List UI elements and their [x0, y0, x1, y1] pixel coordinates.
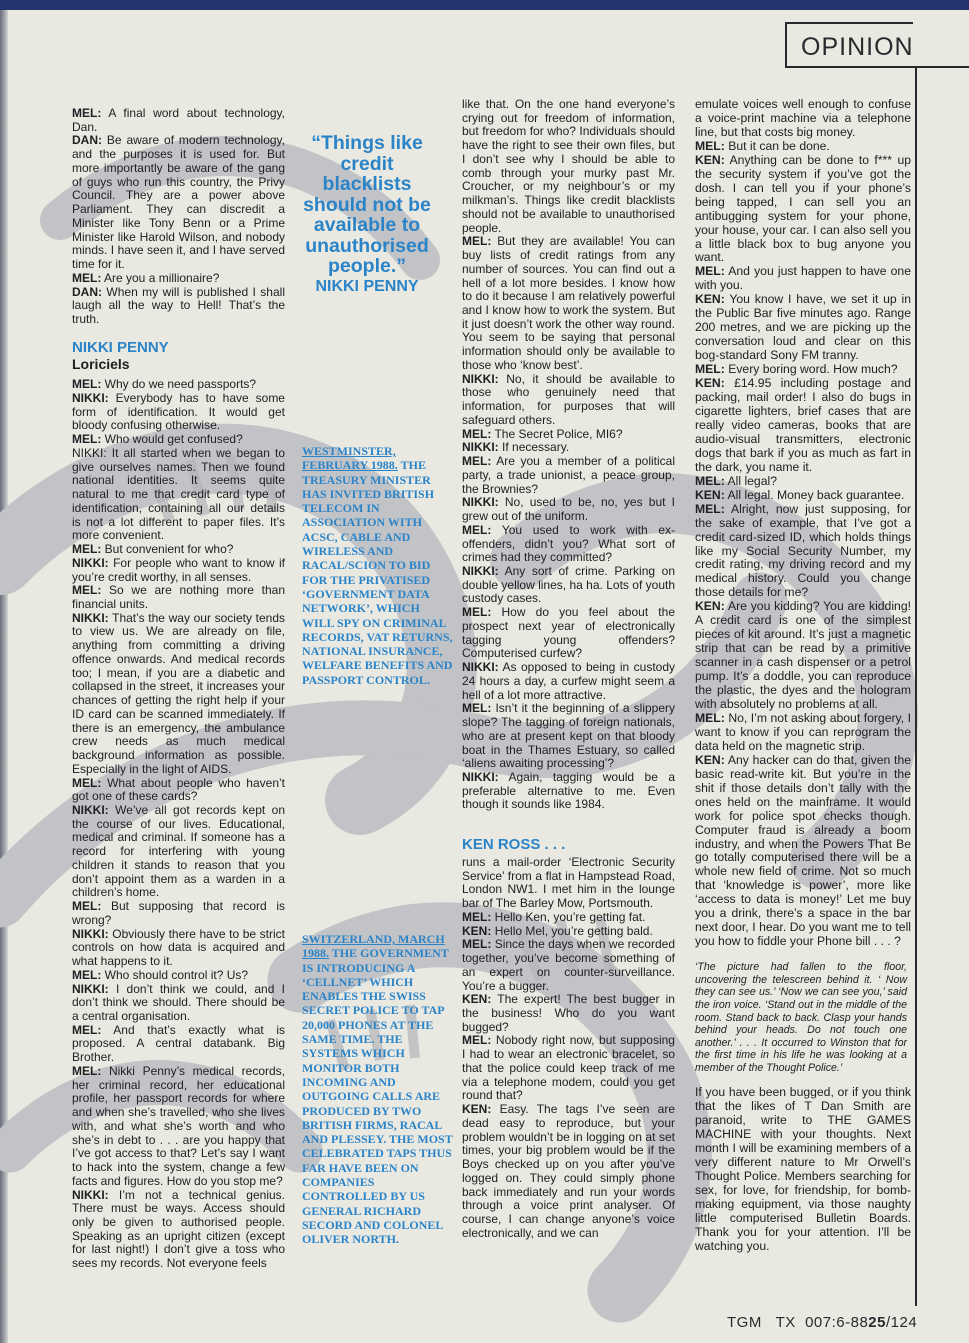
dialogue-text: No, used to be, no, yes but I grew out of the uniform. — [462, 495, 675, 524]
dialogue-line — [72, 612, 285, 777]
dialogue-line — [72, 557, 285, 584]
dialogue-text: You know I have, we set it up in the Public Bar five minutes ago. Range 200 metres, and we are picking up the conversation loud and clear on this bog-standard Sony FM tranny. — [695, 292, 912, 363]
dialogue-text: For people who want to know if you’re credit worthy, in all senses. — [72, 555, 285, 584]
dialogue-text: All legal? — [727, 473, 777, 488]
speaker-name: MEL: — [462, 909, 492, 924]
header-rule — [913, 66, 969, 68]
speaker-name: NIKKI: — [72, 926, 109, 941]
dialogue-text: I don’t think we could, and I don’t think we should. There should be a central organisation. — [72, 981, 285, 1023]
column-3 — [695, 98, 911, 1254]
pull-quote — [294, 133, 440, 297]
sidebar-switzerland-dateline: SWITZERLAND, MARCH 1988. — [302, 932, 445, 961]
dialogue-line — [72, 378, 285, 392]
sidebar-switzerland-text: THE GOVERNMENT IS INTRODUCING A ‘CELLNET’ WHICH ENABLES THE SWISS SECRET POLICE TO TAP 20,000 PHONES AT THE SAME TIME. THE SYSTEMS WHICH MONITOR BOTH INCOMING AND OUTGOING CALLS ARE PRODUCED BY TWO BRITISH FIRMS, RACAL AND PLESSEY. THE MOST CELEBRATED TAPS THUS FAR HAVE BEEN ON COMPANIES CONTROLLED BY US GENERAL RICHARD SECORD AND COLONEL OLIVER NORTH. — [302, 946, 453, 1247]
dialogue-line — [695, 489, 911, 503]
dialogue-text: Since the days when we recorded together, you’ve become something of an expert on counter-surveillance. You’re a bugger. — [462, 937, 675, 993]
speaker-name: MEL: — [462, 701, 492, 716]
margin-rule — [915, 66, 917, 1306]
speaker-name: KEN: — [695, 292, 725, 307]
dialogue-line — [695, 475, 911, 489]
dialogue-text: Are you a millionaire? — [104, 270, 220, 285]
section-label: OPINION — [801, 33, 914, 61]
dialogue-line — [695, 363, 911, 377]
speaker-name: NIKKI: — [462, 563, 499, 578]
dialogue-line — [462, 1103, 675, 1240]
dialogue-text: When my will is published I shall laugh all the way to Hell! That’s the truth. — [72, 284, 285, 327]
dialogue-line — [462, 911, 675, 925]
speaker-name: DAN: — [72, 284, 102, 299]
speaker-name: KEN: — [695, 487, 725, 502]
dialogue-text: Who would get confused? — [104, 432, 243, 447]
dialogue-line — [462, 455, 675, 496]
dialogue-line — [462, 235, 675, 372]
speaker-name: MEL: — [72, 432, 102, 447]
dialogue-text: And you just happen to have one with you. — [695, 264, 911, 293]
speaker-name: NIKKI: — [72, 981, 109, 996]
dialogue-line — [462, 565, 675, 606]
speaker-name: KEN: — [462, 923, 492, 938]
dialogue-text: like that. On the one hand everyone’s crying out for freedom of information, but freedom for who? Individuals should have the right to see their own files, but I don’t see why I should be able to comb through your murky past Mr. Croucher, or my neighbour’s or my milkman’s. Things like credit blacklists should not be available to unauthorised people. — [462, 97, 675, 235]
speaker-name: MEL: — [72, 542, 102, 557]
dialogue-text: A final word about technology, Dan. — [72, 106, 286, 134]
dialogue-text: Nobody right now, but supposing I had to wear an electronic bracelet, so that the police could keep track of me via a telephone modem, could you get round that? — [462, 1033, 675, 1103]
speaker-name: KEN: — [695, 752, 725, 767]
speaker-name: NIKKI: — [462, 440, 499, 455]
dan-interview-end — [72, 107, 285, 327]
speaker-name: MEL: — [72, 967, 102, 982]
dialogue-line — [72, 392, 285, 433]
dialogue-line — [695, 140, 911, 154]
dialogue-text: Be aware of modern technology, and the purposes it is used for. But more importantly be aware of the gang of guys who run this country, the Privy Council. They are a power above Parliament. They can discredit a Minister like Tony Benn or a Prime Minister like Harold Wilson, and nobody minds. I have seen it, and I have served time for it. — [72, 133, 285, 272]
dialogue-line — [462, 98, 675, 235]
dialogue-line — [695, 293, 911, 363]
speaker-name: NIKKI: — [72, 555, 109, 570]
dialogue-text: But it can be done. — [728, 138, 830, 153]
dialogue-text: So we are nothing more than financial units. — [72, 583, 285, 611]
pull-quote-text: “Things like credit blacklists should not be available to unauthorised people.” — [303, 132, 431, 277]
nikki-penny-interview — [72, 378, 285, 1271]
dialogue-text: emulate voices well enough to confuse a voice-print machine via a telephone line, but that costs big money. — [695, 97, 911, 139]
dialogue-line — [462, 938, 675, 993]
dialogue-line — [462, 428, 675, 442]
dialogue-line — [72, 804, 285, 900]
dialogue-text: £14.95 including postage and packing, mail order! I also do bugs in cigarette lighters, brief cases that are really video cameras, books that are audio-visual transmitters, electronic dogs that bark if you as much as fart in the dark, you name it. — [695, 376, 911, 474]
dialogue-line — [72, 107, 285, 134]
dialogue-line — [695, 98, 911, 140]
speaker-name: MEL: — [72, 899, 102, 914]
dialogue-line — [72, 584, 285, 611]
dialogue-line — [72, 134, 285, 271]
speaker-name: MEL: — [695, 362, 725, 377]
dialogue-text: How do you feel about the prospect next year of electronically tagging young offenders? Computerised curfew? — [462, 605, 675, 661]
dialogue-text: Hello Ken, you’re getting fat. — [494, 909, 646, 924]
dialogue-text: Easy. The tags I’ve seen are dead easy to reproduce, but your problem wouldn’t be in logging on at set times, your big problem would be if the Boys checked up on you after you’ve logged on. They could simply phone back immediately and run your words through a voice print analyser. Of course, I can change anyone’s voice electronically, and we can — [462, 1102, 675, 1240]
column-1 — [72, 107, 285, 1271]
dialogue-line — [72, 1189, 285, 1271]
speaker-name: MEL: — [462, 605, 492, 620]
ken-ross-heading: KEN ROSS . . . — [462, 836, 566, 854]
dialogue-text: And that’s exactly what is proposed. A central databank. Big Brother. — [72, 1022, 285, 1065]
footer-issue: 007:6-88 — [805, 1314, 869, 1331]
speaker-name: MEL: — [462, 426, 492, 441]
dialogue-line — [462, 373, 675, 428]
speaker-name: KEN: — [695, 599, 725, 614]
dialogue-text: Obviously there have to be strict controls on how data is acquired and what happens to it. — [72, 926, 285, 969]
speaker-name: MEL: — [462, 454, 492, 469]
dialogue-text: If necessary. — [502, 440, 570, 455]
dialogue-line — [695, 377, 911, 475]
dialogue-text: Who should control it? Us? — [104, 967, 249, 982]
page-footer — [727, 1314, 917, 1331]
dialogue-text: The Secret Police, MI6? — [494, 426, 623, 441]
dialogue-text: I’m not a technical genius. There must be ways. Access should only be given to authorised people. Speaking as an upright citizen (except for last night!) I don’t give a toss who sees my records. Not everyone feels — [72, 1187, 285, 1271]
dialogue-text: All legal. Money back guarantee. — [727, 487, 905, 502]
dialogue-line — [72, 900, 285, 927]
dialogue-line — [462, 441, 675, 455]
dialogue-line — [695, 503, 911, 601]
sidebar-westminster — [302, 444, 454, 687]
dialogue-text: Anything can be done to f*** up the security system if you’ve got the dosh. I can tell you if your phone’s being tapped, I can sell you an antibugging system for your phone, your house, your car. I can also sell you a little black box to bug anyone you want. — [695, 152, 911, 265]
dialogue-line — [72, 928, 285, 969]
dialogue-line — [72, 286, 285, 327]
dialogue-line — [462, 606, 675, 661]
speaker-name: KEN: — [695, 376, 725, 391]
speaker-name: MEL: — [695, 264, 725, 279]
dialogue-text: Are you a member of a political party, a trade unionist, a peace group, the Brownies? — [462, 454, 675, 496]
dialogue-text: As opposed to being in custody 24 hours a day, a curfew might seem a hell of a lot more attractive. — [462, 660, 676, 702]
dialogue-text: Every boring word. How much? — [728, 362, 898, 377]
speaker-name: MEL: — [72, 106, 102, 120]
speaker-name: DAN: — [72, 133, 102, 148]
dialogue-text: NIKKI: It all started when we began to give ourselves names. Then we found national identities. It seems quite natural to me that credit card type of identification, containing all our details is not a lot different to paper files. It’s more convenient. — [72, 445, 285, 543]
speaker-name: MEL: — [72, 1063, 102, 1078]
speaker-name: NIKKI: — [72, 802, 109, 817]
footer-section: TX — [775, 1314, 796, 1331]
orwell-quote: ‘The picture had fallen to the floor, uncovering the telescreen behind it. ‘ Now they can see us.’ ‘Now we can see you,’ said the iron voice. ‘Stand out in the middle of the room. Stand back to back. Clasp your hands behind your heads. Do not touch one another.’ . . . It occurred to Winston that for the first time in his life he was looking at a member of the Thought Police.’ — [695, 961, 907, 1074]
speaker-name: MEL: — [72, 377, 102, 392]
column-2 — [462, 98, 675, 1240]
speaker-name: NIKKI: — [72, 610, 109, 625]
dialogue-text: But they are available! You can buy lists of credit ratings from any number of sources. You can find out a hell of a lot more besides. I know how to do it because I am relatively powerful and I know how to work the system. But it just doesn’t work the other way round. You seem to be saying that personal information should only be available to those who ‘know best’. — [462, 234, 675, 372]
dialogue-text: The expert! The best bugger in the business! Who do you want bugged? — [462, 992, 675, 1034]
speaker-name: NIKKI: — [462, 660, 499, 675]
dialogue-text: What about people who haven’t got one of these cards? — [72, 775, 285, 804]
speaker-name: KEN: — [462, 992, 492, 1007]
dialogue-line — [462, 925, 675, 939]
dialogue-line — [462, 771, 675, 812]
dialogue-text: That’s the way our society tends to view us. We are already on file, anything from committing a driving offence onwards. And medical records too; I mean, if you are a diabetic and collapsed in the street, it increases your chances of getting the right help if your ID card can be scanned immediately. If there is an emergency, the ambulance crew needs as much medical background information as possible. Especially in the light of AIDS. — [72, 610, 285, 776]
ken-ross-interview-continued — [695, 98, 911, 949]
dialogue-text: Everybody has to have some form of identification. It would get bloody confusing otherwise. — [72, 390, 285, 433]
dialogue-line — [462, 524, 675, 565]
nikki-penny-company: Loriciels — [72, 356, 130, 373]
sidebar-westminster-text: THE TREASURY MINISTER HAS INVITED BRITISH TELECOM IN ASSOCIATION WITH ACSC, CABLE AND WIRELESS AND RACAL/SCION TO BID FOR THE PRIVATISED ‘GOVERNMENT DATA NETWORK’, WHICH WILL SPY ON CRIMINAL RECORDS, VAT RETURNS, NATIONAL INSURANCE, WELFARE BENEFITS AND PASSPORT CONTROL. — [302, 458, 453, 687]
speaker-name: MEL: — [72, 775, 102, 790]
speaker-name: MEL: — [462, 522, 492, 537]
pull-quote-attribution: NIKKI PENNY — [315, 277, 419, 295]
dialogue-line — [72, 433, 285, 447]
dialogue-text: Any hacker can do that, given the basic read-write kit. But you’re in the shit if those details don’t tally with the ones held on the mainframe. It would work for police spot checks though. Computer fraud is already a boom industry, and when the Powers That Be go totally computerised there will be a whole new field of crime. Not so much that ‘knowledge is power’, more like ‘access to data is money!’ Let me buy you a drink, there’s a space in the bar next door, I hear. Do you want me to tell you how to fiddle your Phone bill . . . ? — [695, 752, 911, 949]
speaker-name: MEL: — [695, 501, 725, 516]
dialogue-line — [462, 496, 675, 523]
nikki-penny-interview-continued — [462, 98, 675, 812]
dialogue-text: But convenient for who? — [104, 542, 234, 557]
dialogue-line — [72, 272, 285, 286]
dialogue-text: But supposing that record is wrong? — [72, 899, 285, 927]
dialogue-text: Any sort of crime. Parking on double yellow lines, ha ha. Lots of youth custody cases. — [462, 563, 675, 606]
nikki-penny-heading: NIKKI PENNY — [72, 338, 169, 356]
speaker-name: NIKKI: — [462, 769, 499, 784]
sidebar-switzerland — [302, 932, 454, 1247]
speaker-name: MEL: — [695, 710, 725, 725]
footer-page-number: 25 — [868, 1314, 886, 1331]
dialogue-text: No, it should be available to those who genuinely need that information, for purposes that will safeguard others. — [462, 371, 675, 427]
speaker-name: MEL: — [72, 270, 102, 285]
dialogue-line — [462, 661, 675, 702]
footer-magazine: TGM — [727, 1314, 762, 1331]
dialogue-line — [72, 777, 285, 804]
speaker-name: MEL: — [462, 1033, 492, 1048]
dialogue-line — [695, 754, 911, 949]
speaker-name: MEL: — [72, 583, 102, 598]
speaker-name: NIKKI: — [72, 1187, 109, 1202]
dialogue-text: Why do we need passports? — [104, 377, 257, 392]
dialogue-text: Again, tagging would be a preferable alternative to me. Even though it sounds like 1984. — [462, 769, 675, 812]
dialogue-text: No, I’m not asking about forgery, I want to know if you can reprogram the data held on the magnetic strip. — [695, 710, 912, 753]
dialogue-line — [72, 969, 285, 983]
speaker-name: MEL: — [72, 1022, 102, 1037]
speaker-name: MEL: — [695, 138, 725, 153]
dialogue-text: You used to work with ex-offenders, didn’t you? What sort of crimes had they committed? — [462, 522, 675, 565]
speaker-name: NIKKI: — [462, 495, 499, 510]
speaker-name: KEN: — [695, 152, 725, 167]
ken-ross-intro: runs a mail-order ‘Electronic Security Service’ from a flat in Hampstead Road, London NW1. I met him in the lounge bar of The Barley Mow, Portsmouth. — [462, 854, 675, 911]
dialogue-text: Are you kidding? You are kidding! A credit card is one of the simplest pieces of kit around. It’s just a magnetic strip that can be read by a primitive scanner in a cash dispenser or a petrol pump. It’s a doddle, you can reproduce the plastic, the dyes and the hologram with absolutely no problems at all. — [695, 599, 911, 711]
dialogue-text: Nikki Penny’s medical records, her criminal record, her educational profile, her passport records for where and when she’s travelled, who she lives with, and what she’s worth and who she’s in debt to . . . are you happy that I’ve got access to that? Let’s say I want to hack into the system, change a few facts and figures. How do you stop me? — [72, 1063, 285, 1188]
dialogue-line — [695, 712, 911, 754]
dialogue-line — [695, 154, 911, 266]
speaker-name: NIKKI: — [462, 371, 499, 386]
dialogue-line — [72, 1024, 285, 1065]
dialogue-line — [695, 600, 911, 712]
speaker-name: NIKKI: — [72, 390, 109, 405]
dialogue-line — [462, 702, 675, 771]
closing-paragraph: If you have been bugged, or if you think that the likes of T Dan Smith are paranoid, write to THE GAMES MACHINE with your thoughts. Next month I will be examining members of a very different nature to Mr Orwell’s Thought Police. Members searching for sex, for love, for friendship, for bomb-making equipment, via those naughty little computerised Bulletin Boards. Thank you for your attention. I’ll be watching you. — [695, 1085, 911, 1253]
dialogue-line — [72, 1065, 285, 1189]
speaker-name: MEL: — [695, 473, 725, 488]
dialogue-text: We’ve all got records kept on the course of our lives. Educational, medical and criminal. If someone has a record for interfering with young children it stands to reason that you don’t appoint them as a warden in a children’s home. — [72, 802, 285, 900]
speaker-name: KEN: — [462, 1102, 492, 1117]
sidebar-westminster-dateline: WESTMINSTER, FEBRUARY 1988. — [302, 444, 398, 473]
footer-page-total: /124 — [885, 1314, 918, 1331]
dialogue-line — [462, 1034, 675, 1103]
speaker-name: MEL: — [462, 234, 492, 249]
ken-ross-interview — [462, 911, 675, 1241]
dialogue-line — [462, 993, 675, 1034]
dialogue-line — [72, 983, 285, 1024]
speaker-name: MEL: — [462, 937, 492, 952]
dialogue-line — [695, 265, 911, 293]
dialogue-text: Hello Mel, you’re getting bald. — [494, 923, 653, 938]
dialogue-line — [72, 543, 285, 557]
dialogue-line — [72, 447, 285, 543]
dialogue-text: Isn’t it the beginning of a slippery slope? The tagging of foreign nationals, who are at present kept on that bloody boat in the Thames Estuary, so called ‘aliens awaiting processing’? — [462, 701, 675, 771]
dialogue-text: Alright, now just supposing, for the sake of example, that I’ve got a credit card-sized ID, which holds things like my Social Security Number, my credit rating, my driving record and my medical history. Could you change those details for me? — [695, 501, 911, 600]
